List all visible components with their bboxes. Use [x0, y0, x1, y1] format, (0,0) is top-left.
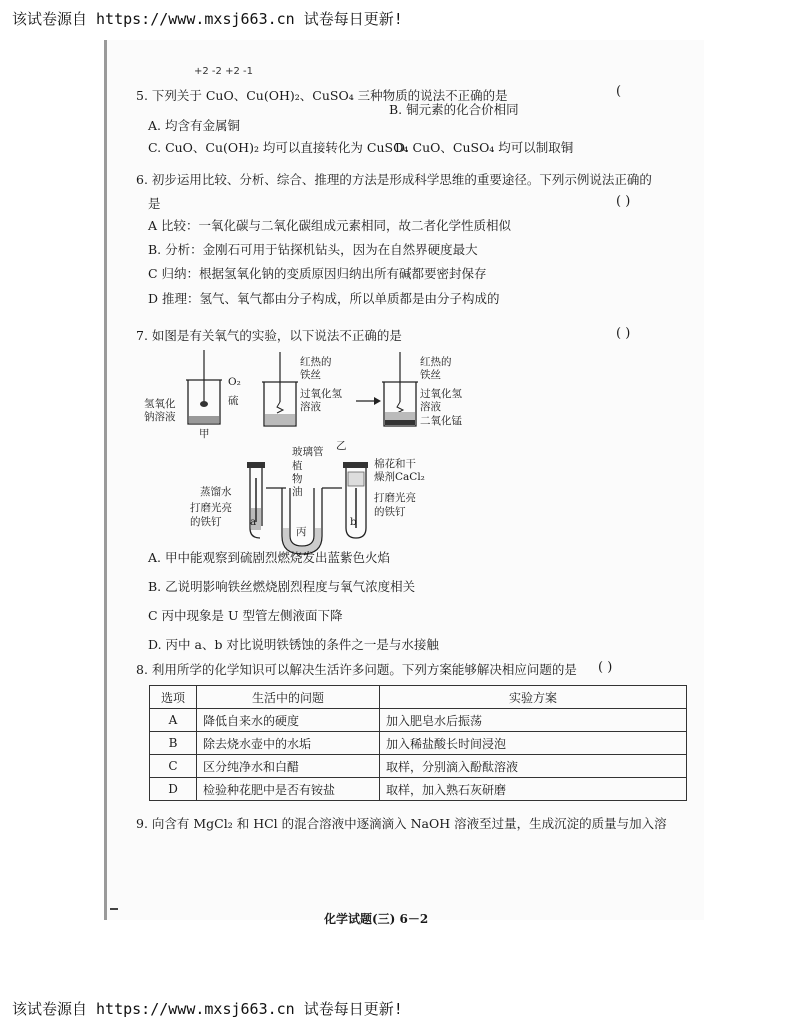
q6-stem: 6. 初步运用比较、分析、综合、推理的方法是形成科学思维的重要途径。下列示例说法正确的: [136, 172, 652, 187]
fig-cotton1: 棉花和干: [374, 458, 416, 470]
fig-jia-label: 甲: [199, 428, 210, 440]
fig-wire2b: 铁丝: [420, 369, 441, 381]
fig-h2o2a: 过氧化氢: [300, 388, 342, 400]
fig-wire2a: 红热的: [420, 356, 452, 368]
table-row: [150, 755, 687, 778]
fig-jia-naoh2: 钠溶液: [144, 411, 176, 423]
exam-page: [104, 40, 704, 926]
table-row: [150, 778, 687, 801]
q6-option-d: D 推理：氢气、氧气都由分子构成，所以单质都是由分子构成的: [148, 291, 500, 306]
fig-glass: 玻璃管: [292, 446, 324, 458]
col-header-problem: 生活中的问题: [197, 686, 380, 709]
jar-yi-left-diagram: [260, 352, 300, 432]
q7-answer-paren: ( ): [616, 326, 631, 341]
fig-mno2: 二氧化锰: [420, 415, 462, 427]
q6-option-c: C 归纳：根据氢氧化钠的变质原因归纳出所有碱都要密封保存: [148, 266, 487, 281]
page-mark: [110, 908, 118, 910]
fig-nail1a: 打磨光亮: [190, 502, 232, 514]
q7-stem: 7. 如图是有关氧气的实验，以下说法不正确的是: [136, 328, 402, 343]
cell-plan: 取样，加入熟石灰研磨: [380, 778, 687, 801]
q6-option-a: A 比较：一氧化碳与二氧化碳组成元素相同，故二者化学性质相似: [148, 218, 512, 233]
source-banner-bottom: 该试卷源自 https://www.mxsj663.cn 试卷每日更新!: [12, 1000, 403, 1018]
cell-option: B: [150, 732, 197, 755]
fig-wire1b: 铁丝: [300, 369, 321, 381]
col-header-plan: 实验方案: [380, 686, 687, 709]
fig-nail2b: 的铁钉: [374, 506, 406, 518]
fig-h2o2c: 过氧化氢: [420, 388, 462, 400]
cell-option: C: [150, 755, 197, 778]
table-row: [150, 709, 687, 732]
fig-oil3: 油: [292, 486, 303, 498]
q7-option-c: C 丙中现象是 U 型管左侧液面下降: [148, 608, 343, 623]
fig-water: 蒸馏水: [200, 486, 232, 498]
cell-problem: 降低自来水的硬度: [197, 709, 380, 732]
fig-jia-s: 硫: [228, 395, 239, 407]
q5-stem: 5. 下列关于 CuO、Cu(OH)₂、CuSO₄ 三种物质的说法不正确的是: [136, 88, 508, 103]
cell-problem: 除去烧水壶中的水垢: [197, 732, 380, 755]
page-left-edge: [104, 40, 107, 920]
fig-h2o2d: 溶液: [420, 401, 441, 413]
fig-yi-label: 乙: [336, 440, 347, 452]
page-footer: 化学试题(三) 6－2: [324, 912, 429, 926]
cell-option: A: [150, 709, 197, 732]
cell-problem: 区分纯净水和白醋: [197, 755, 380, 778]
q8-answer-paren: ( ): [598, 660, 613, 675]
q5-option-b: B. 铜元素的化合价相同: [389, 102, 519, 117]
fig-bing-label: 丙: [296, 526, 307, 538]
cell-plan: 加入稀盐酸长时间浸泡: [380, 732, 687, 755]
jar-yi-right-diagram: [380, 352, 420, 432]
source-banner-top: 该试卷源自 https://www.mxsj663.cn 试卷每日更新!: [12, 10, 403, 28]
jar-jia-diagram: [184, 350, 224, 430]
col-header-option: 选项: [150, 686, 197, 709]
cell-problem: 检验种花肥中是否有铵盐: [197, 778, 380, 801]
fig-oil1: 植: [292, 460, 303, 472]
q9-stem: 9. 向含有 MgCl₂ 和 HCl 的混合溶液中逐滴滴入 NaOH 溶液至过量，生成沉淀的质量与加入溶: [136, 816, 667, 831]
fig-nail1b: 的铁钉: [190, 516, 222, 528]
cell-plan: 加入肥皂水后振荡: [380, 709, 687, 732]
fig-cotton2: 燥剂CaCl₂: [374, 471, 425, 483]
cell-option: D: [150, 778, 197, 801]
q7-option-a: A. 甲中能观察到硫剧烈燃烧发出蓝紫色火焰: [148, 550, 390, 565]
q7-option-b: B. 乙说明影响铁丝燃烧剧烈程度与氧气浓度相关: [148, 579, 416, 594]
q5-option-d: D. CuO、CuSO₄ 均可以制取铜: [395, 140, 574, 155]
fig-wire1a: 红热的: [300, 356, 332, 368]
table-header-row: [150, 686, 687, 709]
fig-nail2a: 打磨光亮: [374, 492, 416, 504]
cell-plan: 取样，分别滴入酚酞溶液: [380, 755, 687, 778]
fig-oil2: 物: [292, 473, 303, 485]
q8-stem: 8. 利用所学的化学知识可以解决生活许多问题。下列方案能够解决相应问题的是: [136, 662, 577, 677]
fig-jia-naoh1: 氢氧化: [144, 398, 176, 410]
u-tube-bing-diagram: [242, 458, 368, 558]
handwritten-note: +2 -2 +2 -1: [194, 66, 253, 77]
q5-answer-paren: (: [616, 84, 622, 99]
q6-option-b: B. 分析：金刚石可用于钻探机钻头，因为在自然界硬度最大: [148, 242, 478, 257]
q6-answer-paren: ( ): [616, 194, 631, 209]
q5-option-c: C. CuO、Cu(OH)₂ 均可以直接转化为 CuSO₄: [148, 140, 409, 155]
q8-table: [149, 685, 687, 801]
fig-h2o2b: 溶液: [300, 401, 321, 413]
fig-jia-o2: O₂: [228, 376, 241, 388]
q5-option-a: A. 均含有金属铜: [148, 118, 240, 133]
arrow-icon: [356, 396, 382, 406]
fig-tube-a: a: [250, 516, 257, 528]
table-row: [150, 732, 687, 755]
fig-tube-b: b: [350, 516, 357, 528]
q6-stem-cont: 是: [148, 196, 161, 211]
q7-option-d: D. 丙中 a、b 对比说明铁锈蚀的条件之一是与水接触: [148, 637, 439, 652]
